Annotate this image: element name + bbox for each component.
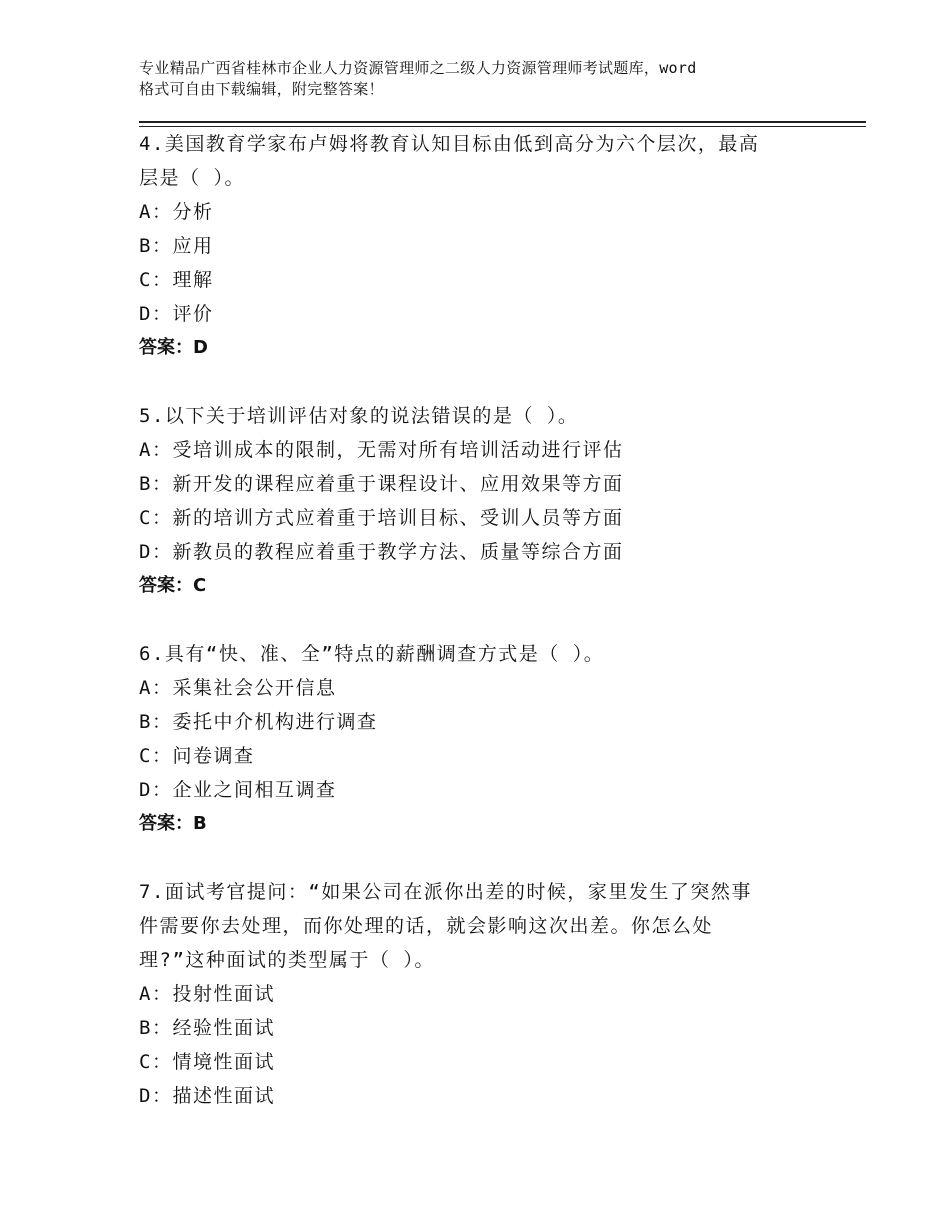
document-header xyxy=(139,58,839,100)
option-d: D：描述性面试 xyxy=(139,1085,275,1107)
option-d: D：新教员的教程应着重于教学方法、质量等综合方面 xyxy=(139,541,624,563)
header-line-1: 专业精品广西省桂林市企业人力资源管理师之二级人力资源管理师考试题库，word xyxy=(139,59,697,77)
option-c: C：问卷调查 xyxy=(139,745,255,767)
option-d: D：评价 xyxy=(139,303,214,325)
question-text: 4.美国教育学家布卢姆将教育认知目标由低到高分为六个层次，最高 xyxy=(139,133,760,155)
question-text: 理?”这种面试的类型属于（ ）。 xyxy=(139,949,435,971)
question-4 xyxy=(139,127,859,365)
option-b: B：新开发的课程应着重于课程设计、应用效果等方面 xyxy=(139,473,624,495)
option-c: C：情境性面试 xyxy=(139,1051,275,1073)
option-d: D：企业之间相互调查 xyxy=(139,779,337,801)
option-b: B：经验性面试 xyxy=(139,1017,275,1039)
question-5 xyxy=(139,399,859,603)
header-rule-thick xyxy=(139,121,866,123)
question-text: 5.以下关于培训评估对象的说法错误的是（ ）。 xyxy=(139,405,579,427)
question-7 xyxy=(139,875,859,1113)
question-text: 7.面试考官提问：“如果公司在派你出差的时候，家里发生了突然事 xyxy=(139,881,752,903)
header-line-2: 格式可自由下载编辑，附完整答案！ xyxy=(139,80,384,98)
option-c: C：新的培训方式应着重于培训目标、受训人员等方面 xyxy=(139,507,624,529)
question-text: 件需要你去处理，而你处理的话，就会影响这次出差。你怎么处 xyxy=(139,915,714,937)
option-a: A：受培训成本的限制，无需对所有培训活动进行评估 xyxy=(139,439,624,461)
question-text: 层是（ ）。 xyxy=(139,167,245,189)
answer-label: 答案：D xyxy=(139,337,208,358)
question-6 xyxy=(139,637,859,841)
option-a: A：投射性面试 xyxy=(139,983,275,1005)
question-list xyxy=(139,127,859,1147)
option-a: A：分析 xyxy=(139,201,214,223)
option-b: B：应用 xyxy=(139,235,214,257)
option-a: A：采集社会公开信息 xyxy=(139,677,337,699)
option-c: C：理解 xyxy=(139,269,214,291)
option-b: B：委托中介机构进行调查 xyxy=(139,711,378,733)
answer-label: 答案：C xyxy=(139,575,207,596)
question-text: 6.具有“快、准、全”特点的薪酬调查方式是（ ）。 xyxy=(139,643,605,665)
answer-label: 答案：B xyxy=(139,813,207,834)
